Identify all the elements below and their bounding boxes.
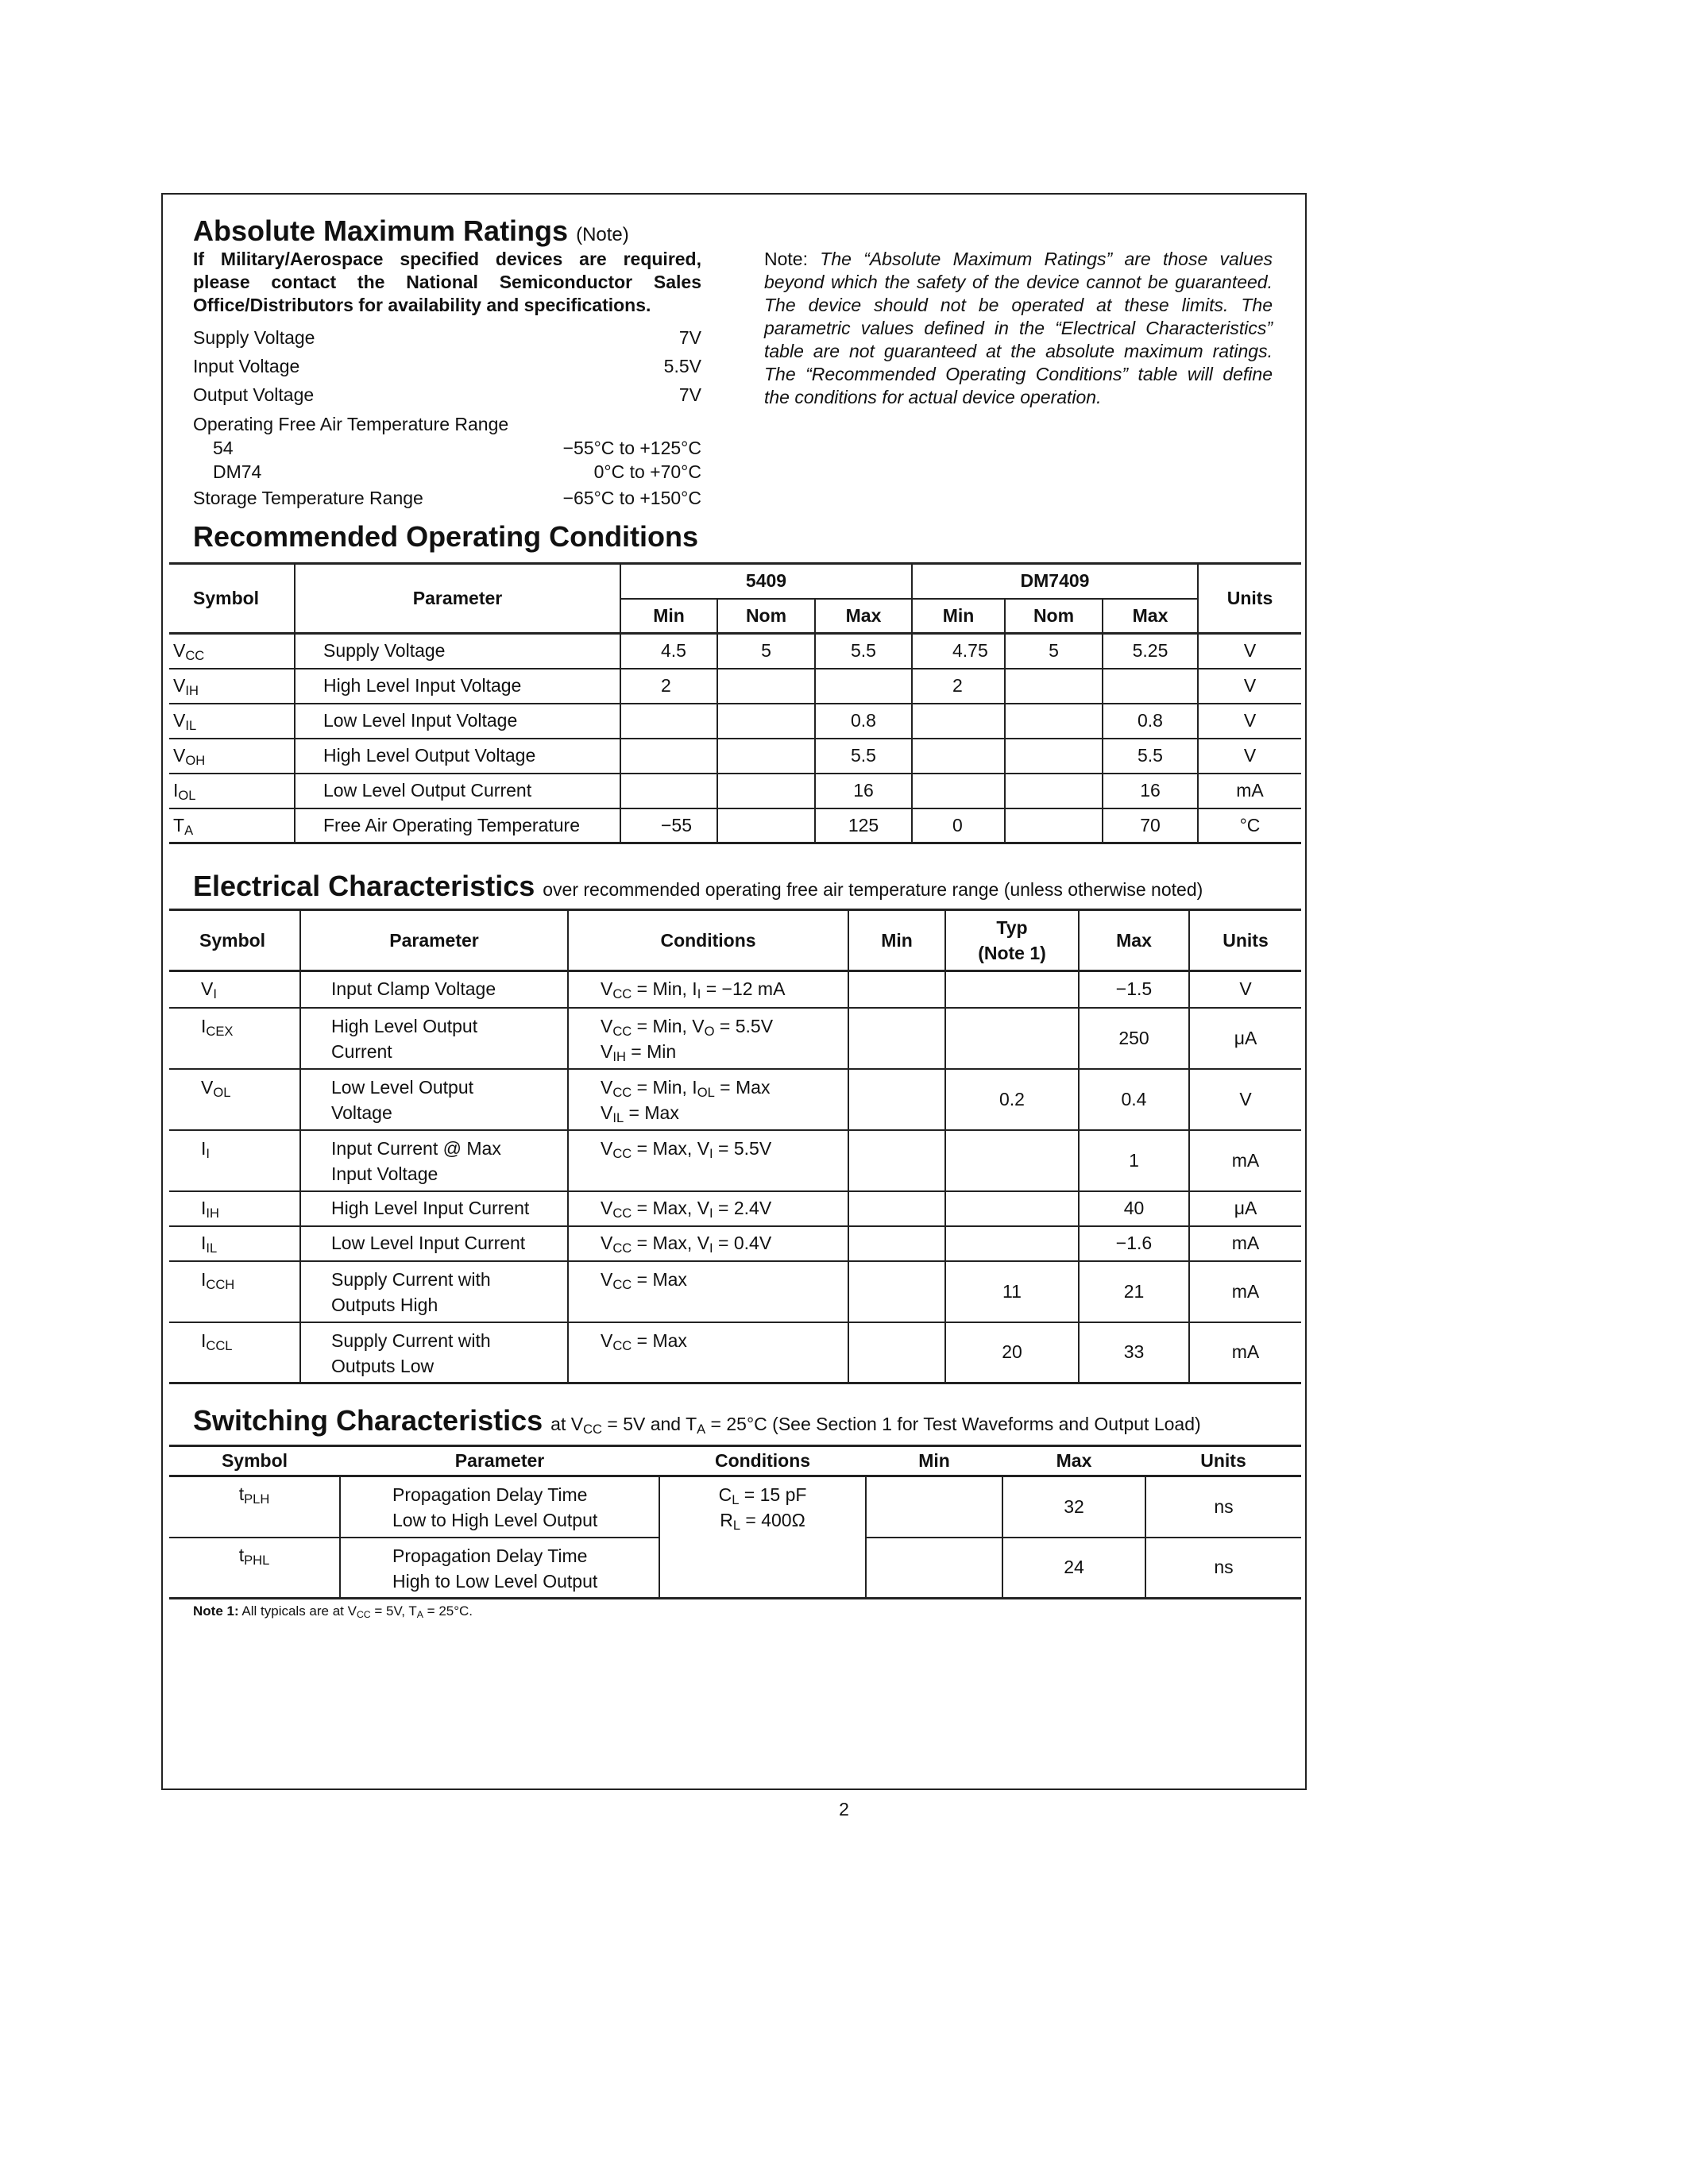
page-number: 2 [839,1799,849,1819]
cell-conditions: $V_{CC}$ = Max [568,1261,848,1322]
header-parameter: Parameter [340,1446,659,1476]
table-row [169,808,1301,843]
amr-row: DM74 0°C to +70°C [213,461,701,482]
cell-conditions: $V_{CC}$ = Max, $V_I = 5.5V$ [568,1130,848,1191]
cell-value: 5.5 [1103,739,1198,774]
cell-parameter: High Level Output Voltage [295,739,620,774]
cell-units: V [1189,1069,1301,1130]
table-header-row [169,910,1301,971]
roc-title: Recommended Operating Conditions [193,520,699,553]
header-nom: Nom [1005,599,1103,634]
header-min: Min [848,910,945,971]
cell-value: 5.25 [1103,634,1198,669]
amr-ratings [193,248,701,512]
cell-typ [945,1130,1079,1191]
cell-symbol: $I_{IH}$ [169,1191,300,1226]
table-row [169,669,1301,704]
cell-max: 33 [1079,1322,1189,1383]
cell-min [848,1008,945,1069]
cell-conditions: $V_{CC}$ = Min, $V_O = 5.5V$ $V_{IH}$ = Min [568,1008,848,1069]
cell-value [815,669,912,704]
cell-symbol: $I_{CEX}$ [169,1008,300,1069]
cell-units: mA [1189,1226,1301,1261]
cell-max: 250 [1079,1008,1189,1069]
cell-units: V [1189,971,1301,1008]
cell-parameter: Low Level Input Current [300,1226,568,1261]
cell-min [848,1191,945,1226]
cell-units: μA [1189,1008,1301,1069]
cell-typ: 11 [945,1261,1079,1322]
cell-parameter: Propagation Delay Time High to Low Level Output [340,1538,659,1599]
cell-parameter: High Level Output Current [300,1008,568,1069]
table-row [169,1008,1301,1069]
header-conditions: Conditions [659,1446,866,1476]
table-row [169,739,1301,774]
cell-value: 0 [912,808,1005,843]
cell-value [620,739,717,774]
cell-value: 125 [815,808,912,843]
table-row [169,1476,1301,1538]
cell-value: 5.5 [815,634,912,669]
cell-max: −1.6 [1079,1226,1189,1261]
amr-temp-range-label: Operating Free Air Temperature Range [193,414,509,434]
table-header-row [169,564,1301,599]
cell-value [620,774,717,808]
cell-typ [945,1191,1079,1226]
amr-row: Input Voltage 5.5V [193,356,701,376]
cell-min [848,1226,945,1261]
cell-value: 0.8 [815,704,912,739]
cell-units: mA [1231,1341,1260,1363]
header-min: Min [866,1446,1002,1476]
cell-value: 2 [912,669,1005,704]
cell-parameter: Propagation Delay Time Low to High Level Output [340,1476,659,1538]
cell-value: 5 [1005,634,1103,669]
cell-max: −1.5 [1079,971,1189,1008]
table-row [169,1322,1301,1383]
cell-value [1005,808,1103,843]
cell-symbol: $V_{CC}$ [169,634,295,669]
sc-title: Switching Characteristics at $V_{CC} = 5V$ and $T_A = 25^\circ C$ (See Section 1 for Test Waveforms and Output Load) [193,1404,1201,1437]
cell-value [620,704,717,739]
table-row [169,971,1301,1008]
cell-value: 5.5 [815,739,912,774]
cell-units: mA [1189,1261,1301,1322]
sc-table [169,1445,1301,1599]
cell-value: 16 [815,774,912,808]
cell-value [1005,669,1103,704]
cell-units: V [1198,704,1301,739]
cell-parameter: Low Level Output Voltage [300,1069,568,1130]
cell-parameter: High Level Input Voltage [295,669,620,704]
cell-conditions: $V_{CC}$ = Min, $I_I = -12$ mA [568,971,848,1008]
cell-conditions: $C_L = 15$ pF $R_L = 400\Omega$ [659,1476,866,1599]
header-conditions: Conditions [568,910,848,971]
cell-value [912,774,1005,808]
header-nom: Nom [717,599,815,634]
cell-min [848,1069,945,1130]
table-row [169,1261,1301,1322]
cell-units: V [1198,669,1301,704]
cell-parameter: Supply Current with Outputs High [300,1261,568,1322]
cell-parameter: Low Level Output Current [295,774,620,808]
cell-typ: 0.2 [945,1069,1079,1130]
cell-value [1103,669,1198,704]
cell-max: 21 [1079,1261,1189,1322]
cell-max: 1 [1079,1130,1189,1191]
cell-min [866,1476,1002,1538]
cell-units: mA [1189,1130,1301,1191]
cell-max: 0.4 [1079,1069,1189,1130]
cell-units: V [1198,634,1301,669]
cell-units: ns [1214,1557,1234,1578]
cell-parameter: Free Air Operating Temperature [295,808,620,843]
header-symbol: Symbol [169,910,300,971]
cell-value [717,704,815,739]
cell-value: 5 [717,634,815,669]
cell-value: 4.75 [912,634,1005,669]
amr-row: Supply Voltage 7V [193,327,701,348]
header-max: Max [1103,599,1198,634]
header-min: Min [620,599,717,634]
cell-symbol: $V_I$ [169,971,300,1008]
table-row [169,704,1301,739]
cell-units: μA [1189,1191,1301,1226]
cell-parameter: Low Level Input Voltage [295,704,620,739]
cell-value: 0.8 [1103,704,1198,739]
cell-parameter: Supply Voltage [295,634,620,669]
header-group-dm7409: DM7409 [912,564,1198,599]
cell-value [912,704,1005,739]
cell-value [717,669,815,704]
header-typ: Typ (Note 1) [945,910,1079,971]
cell-value [717,808,815,843]
table-row [169,774,1301,808]
table-row [169,1130,1301,1191]
cell-parameter: High Level Input Current [300,1191,568,1226]
cell-symbol: $t_{PHL}$ [169,1538,340,1599]
header-max: Max [815,599,912,634]
cell-parameter: Supply Current with Outputs Low [300,1322,568,1383]
cell-units: ns [1145,1476,1301,1538]
cell-min [848,1261,945,1322]
cell-min [848,1322,945,1383]
roc-table [169,562,1301,844]
header-units: Units [1189,910,1301,971]
cell-typ: 20 [945,1322,1079,1383]
header-group-5409: 5409 [620,564,912,599]
cell-max: 32 [1002,1476,1145,1538]
header-units: Units [1145,1446,1301,1476]
amr-row: Output Voltage 7V [193,384,701,405]
cell-symbol: $I_{IL}$ [169,1226,300,1261]
footnote: Note 1: All typicals are at $V_{CC} = 5V$, $T_A = 25^\circ C$. [193,1603,473,1621]
cell-conditions: $V_{CC}$ = Max, $V_I = 2.4V$ [568,1191,848,1226]
cell-symbol: $V_{IH}$ [169,669,295,704]
cell-min [848,971,945,1008]
table-row [169,1191,1301,1226]
header-units: Units [1198,564,1301,634]
cell-parameter: Input Clamp Voltage [300,971,568,1008]
cell-parameter: Input Current @ Max Input Voltage [300,1130,568,1191]
amr-row: 54 −55°C to +125°C [213,438,701,458]
cell-value: 16 [1103,774,1198,808]
cell-value [912,739,1005,774]
cell-symbol: $I_{CCH}$ [169,1261,300,1322]
cell-typ [945,1008,1079,1069]
cell-symbol: $I_{OL}$ [169,774,295,808]
amr-warning: If Military/Aerospace specified devices are required, please contact the National Semiconductor Sales Office/Distributors for availability and specifications. [193,249,701,315]
ec-table [169,909,1301,1384]
table-row [169,1226,1301,1261]
table-row [169,634,1301,669]
header-symbol: Symbol [169,564,295,634]
cell-value: −55 [620,808,717,843]
amr-title: Absolute Maximum Ratings (Note) [193,214,629,247]
header-parameter: Parameter [295,564,620,634]
cell-max: 40 [1079,1191,1189,1226]
ec-title: Electrical Characteristics over recommended operating free air temperature range (unless otherwise noted) [193,870,1203,902]
header-max: Max [1002,1446,1145,1476]
header-max: Max [1079,910,1189,971]
cell-value [717,739,815,774]
cell-symbol: $I_{CCL}$ [169,1322,300,1383]
cell-max: 24 [1002,1538,1145,1599]
cell-value [1005,739,1103,774]
cell-symbol: $t_{PLH}$ [169,1476,340,1538]
cell-units: V [1198,739,1301,774]
cell-units: °C [1239,814,1261,835]
cell-symbol: $T_A$ [169,808,295,843]
header-parameter: Parameter [300,910,568,971]
cell-symbol: $V_{OH}$ [169,739,295,774]
amr-row: Storage Temperature Range −65°C to +150°C [193,488,701,508]
cell-symbol: $V_{IL}$ [169,704,295,739]
cell-conditions: $V_{CC}$ = Max [568,1322,848,1383]
cell-symbol: $I_I$ [169,1130,300,1191]
cell-typ [945,971,1079,1008]
cell-value: 70 [1103,808,1198,843]
cell-value [1005,704,1103,739]
table-row [169,1069,1301,1130]
cell-typ [945,1226,1079,1261]
header-symbol: Symbol [169,1446,340,1476]
cell-conditions: $V_{CC}$ = Min, $I_{OL}$ = Max $V_{IL}$ = Max [568,1069,848,1130]
cell-conditions: $V_{CC}$ = Max, $V_I = 0.4V$ [568,1226,848,1261]
cell-value [1005,774,1103,808]
table-header-row [169,1446,1301,1476]
cell-value [717,774,815,808]
cell-min [848,1130,945,1191]
cell-value: 2 [620,669,717,704]
cell-value: 4.5 [620,634,717,669]
cell-symbol: $V_{OL}$ [169,1069,300,1130]
cell-min [866,1538,1002,1599]
amr-note: Note: The “Absolute Maximum Ratings” are those values beyond which the safety of the device cannot be guaranteed. The device should not be operated at these limits. The parametric values defined in the “Electrical Characteristics” table are not guaranteed at the absolute maximum ratings. The “Recommended Operating Conditions” table will define the conditions for actual device operation. [764,249,1273,407]
header-min: Min [912,599,1005,634]
cell-units: mA [1198,774,1301,808]
